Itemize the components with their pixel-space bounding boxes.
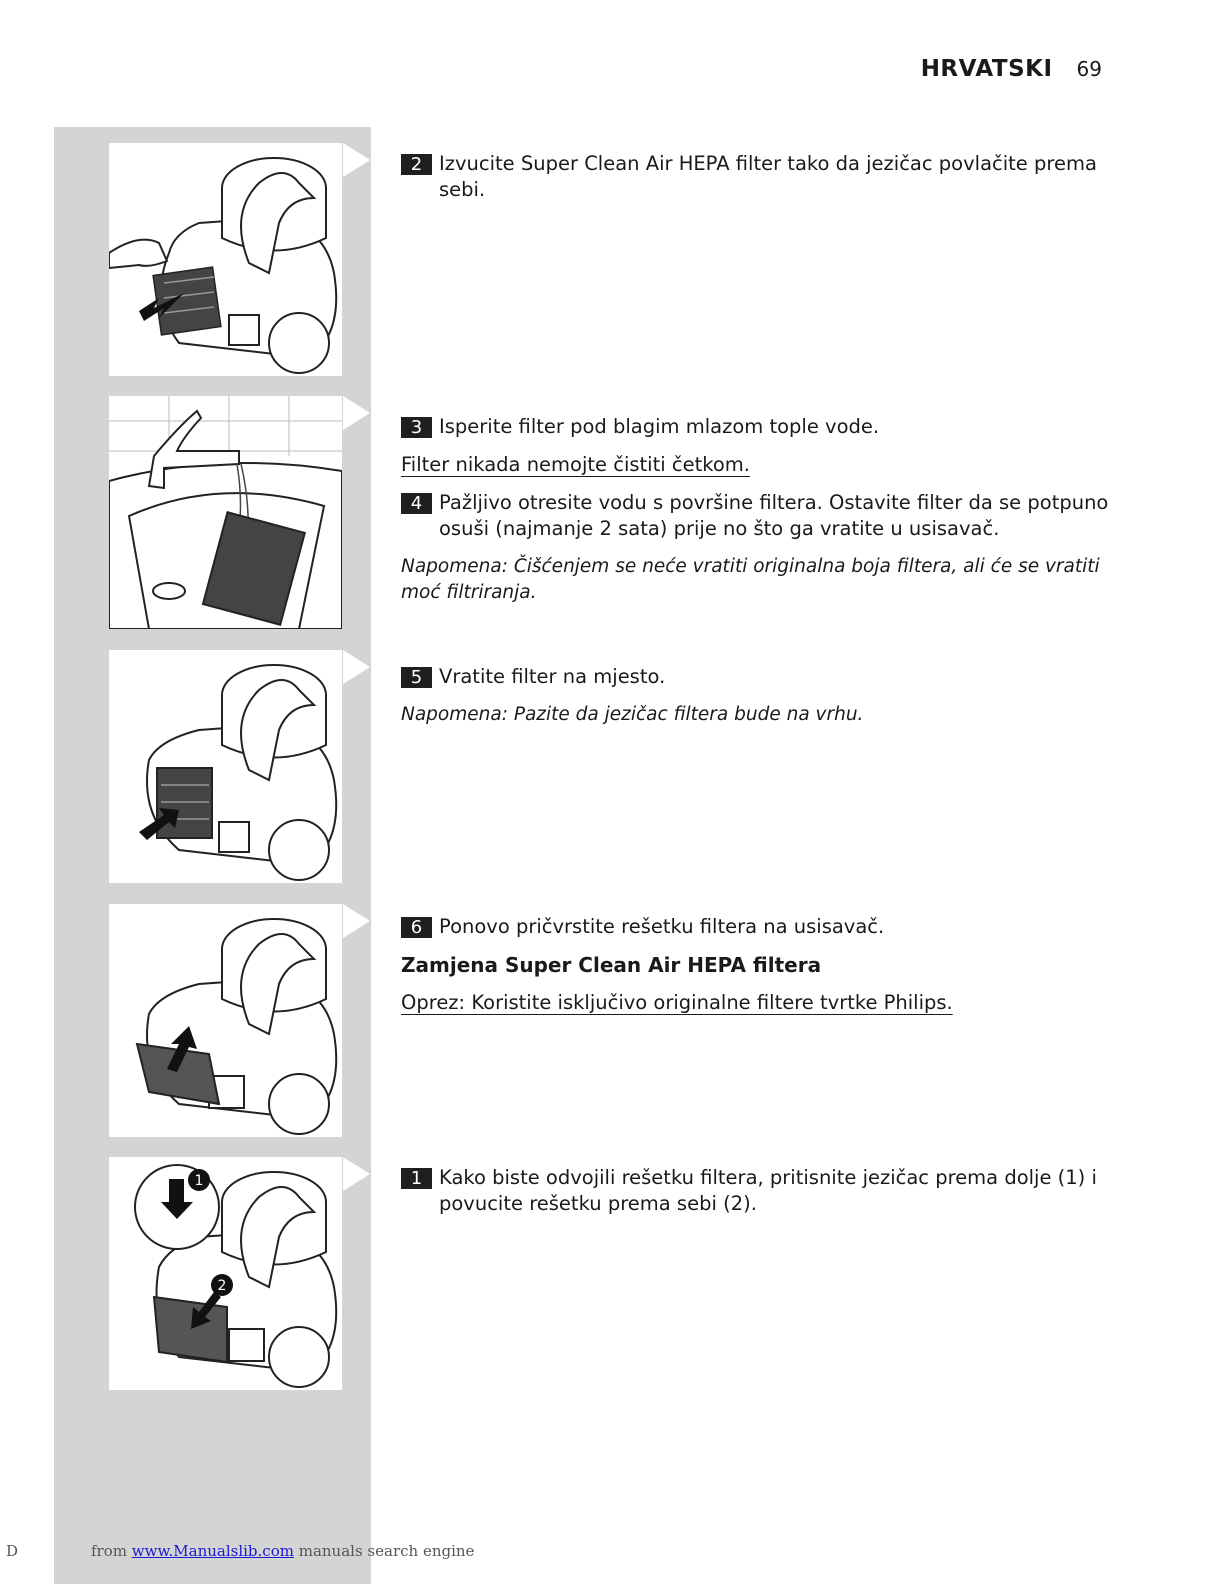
step-number-badge: 4 [401, 493, 432, 514]
figure-detach-grille [109, 1157, 342, 1390]
footer-source [91, 1542, 474, 1560]
step-number-badge: 2 [401, 154, 432, 175]
page-header [921, 56, 1102, 82]
callout-2: 2 [217, 1278, 227, 1294]
step-block-2 [401, 151, 1111, 215]
callout-1: 1 [194, 1173, 204, 1189]
figure-pointer [343, 904, 370, 938]
vacuum-attach-grille-illustration [109, 904, 342, 1137]
note-text: Napomena: Čišćenjem se neće vratiti originalna boja filtera, ali će se vratiti moć filtriranja. [401, 556, 1100, 603]
step-item [401, 414, 1111, 440]
vacuum-detach-grille-illustration [109, 1157, 342, 1390]
vacuum-remove-filter-illustration [109, 143, 342, 376]
page-footer [0, 1542, 1224, 1566]
step-text: Vratite filter na mjesto. [439, 665, 666, 688]
step-block-3-4 [401, 414, 1111, 618]
figure-rinse-filter [109, 396, 342, 629]
step-number-badge: 1 [401, 1168, 432, 1189]
warning-text: Filter nikada nemojte čistiti četkom. [401, 453, 750, 476]
caution-text: Oprez: Koristite isključivo originalne filtere tvrtke Philips. [401, 991, 953, 1014]
figure-insert-filter [109, 650, 342, 883]
figure-pointer [343, 650, 370, 684]
step-number-badge: 6 [401, 917, 432, 938]
step-block-6 [401, 914, 1111, 1028]
figure-pointer [343, 143, 370, 177]
figure-pointer [343, 1157, 370, 1191]
step-text: Izvucite Super Clean Air HEPA filter tako da jezičac povlačite prema sebi. [439, 152, 1097, 201]
language-label: HRVATSKI [920, 56, 1053, 82]
figure-remove-filter [109, 143, 342, 376]
footer-suffix: manuals search engine [298, 1542, 475, 1560]
page-number: 69 [1076, 57, 1102, 81]
step-text: Ponovo pričvrstite rešetku filtera na usisavač. [439, 915, 885, 938]
section-heading: Zamjena Super Clean Air HEPA filtera [401, 953, 822, 977]
step-text: Isperite filter pod blagim mlazom tople vode. [439, 415, 880, 438]
vacuum-insert-filter-illustration [109, 650, 342, 883]
manualslib-link[interactable]: www.Manualslib.com [131, 1542, 294, 1560]
step-item [401, 490, 1111, 542]
footer-code: D [6, 1542, 19, 1560]
figure-pointer [343, 396, 370, 430]
step-block-5 [401, 664, 1111, 740]
step-item [401, 151, 1111, 203]
step-block-1 [401, 1165, 1111, 1229]
step-item [401, 1165, 1111, 1217]
step-item [401, 914, 1111, 940]
step-text: Kako biste odvojili rešetku filtera, pritisnite jezičac prema dolje (1) i povucite rešetku prema sebi (2). [439, 1166, 1097, 1215]
step-item [401, 664, 1111, 690]
step-text: Pažljivo otresite vodu s površine filtera. Ostavite filter da se potpuno osuši (najmanje 2 sata) prije no što ga vratite u usisavač. [439, 491, 1109, 540]
sink-rinse-illustration [109, 396, 342, 629]
figure-attach-grille [109, 904, 342, 1137]
footer-prefix: from [91, 1542, 127, 1560]
note-text: Napomena: Pazite da jezičac filtera bude na vrhu. [401, 704, 864, 725]
step-number-badge: 5 [401, 667, 432, 688]
step-number-badge: 3 [401, 417, 432, 438]
